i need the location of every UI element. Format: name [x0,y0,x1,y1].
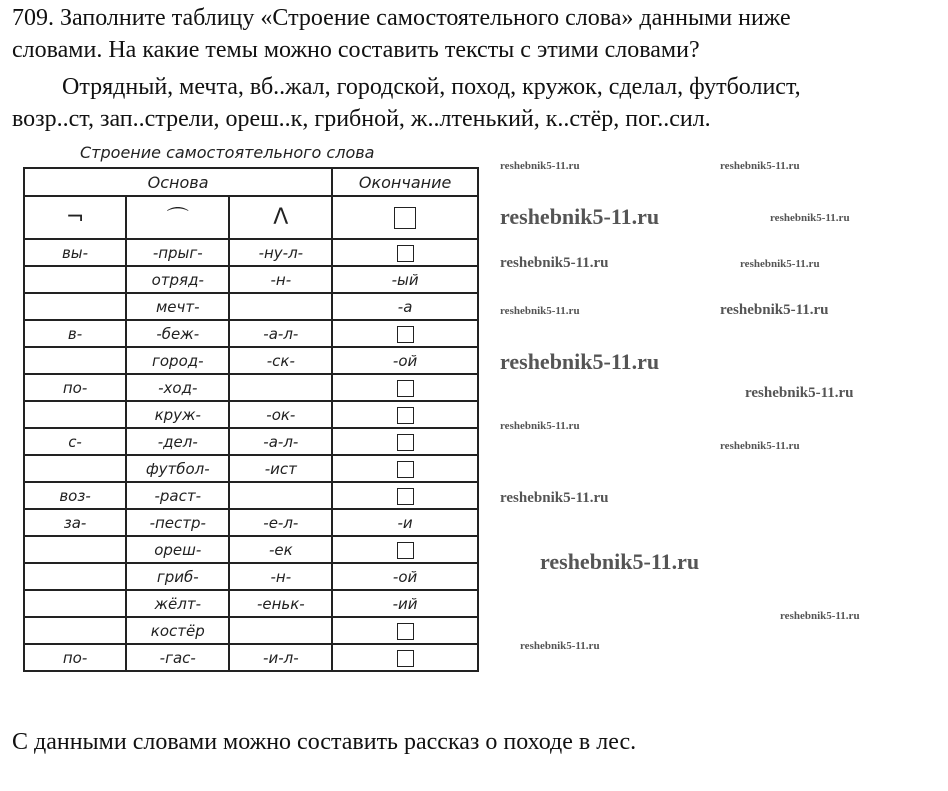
table-row [24,536,478,563]
cell-suffix: -н- [229,266,332,293]
empty-ending-icon [397,461,414,478]
task-line-3: Отрядный, мечта, вб..жал, городской, поход, кружок, сделал, футболист, [62,74,801,100]
cell-ending: -а [332,293,478,320]
empty-ending-icon [397,407,414,424]
table-row [24,320,478,347]
watermark: reshebnik5-11.ru [745,385,854,401]
cell-prefix [24,563,126,590]
cell-root: -гас- [126,644,229,671]
watermark: reshebnik5-11.ru [500,349,660,374]
cell-suffix: -ек [229,536,332,563]
watermark: reshebnik5-11.ru [500,490,609,506]
cell-ending: -ый [332,266,478,293]
table-row [24,617,478,644]
empty-ending-icon [397,380,414,397]
suffix-symbol-icon: Λ [229,196,332,239]
empty-ending-icon [397,623,414,640]
cell-root: -пестр- [126,509,229,536]
watermark: reshebnik5-11.ru [720,302,829,318]
cell-ending [332,401,478,428]
cell-root: костёр [126,617,229,644]
cell-root: мечт- [126,293,229,320]
watermark: reshebnik5-11.ru [500,204,660,229]
table-caption: Строение самостоятельного слова [80,143,375,162]
cell-suffix [229,482,332,509]
cell-prefix: по- [24,374,126,401]
table-row [24,401,478,428]
cell-prefix [24,590,126,617]
table-row [24,428,478,455]
cell-prefix: с- [24,428,126,455]
cell-suffix: -ок- [229,401,332,428]
cell-ending [332,455,478,482]
answer-text: С данными словами можно составить рассказ о походе в лес. [12,729,637,755]
cell-suffix [229,617,332,644]
cell-root: город- [126,347,229,374]
table-row [24,374,478,401]
root-symbol-icon: ⌒ [126,196,229,239]
watermark: reshebnik5-11.ru [500,305,580,317]
cell-prefix: по- [24,644,126,671]
table-row [24,644,478,671]
table-row [24,347,478,374]
cell-root: -беж- [126,320,229,347]
cell-prefix: в- [24,320,126,347]
empty-ending-icon [397,488,414,505]
cell-ending [332,320,478,347]
cell-suffix: -е-л- [229,509,332,536]
cell-ending [332,374,478,401]
cell-suffix: -ист [229,455,332,482]
empty-ending-icon [397,245,414,262]
watermark: reshebnik5-11.ru [720,440,800,452]
empty-ending-icon [397,542,414,559]
cell-root: отряд- [126,266,229,293]
cell-root: жёлт- [126,590,229,617]
cell-root: -дел- [126,428,229,455]
watermark: reshebnik5-11.ru [520,640,600,652]
cell-root: -ход- [126,374,229,401]
empty-ending-icon [397,326,414,343]
cell-suffix: -и-л- [229,644,332,671]
task-line-1: 709. Заполните таблицу «Строение самостоятельного слова» данными ниже [12,5,791,31]
table-row [24,563,478,590]
table-row [24,455,478,482]
cell-suffix: -еньк- [229,590,332,617]
table-row [24,266,478,293]
cell-prefix [24,347,126,374]
cell-root: гриб- [126,563,229,590]
cell-prefix: за- [24,509,126,536]
cell-ending [332,536,478,563]
task-line-2: словами. На какие темы можно составить тексты с этими словами? [12,37,700,63]
cell-root: -прыг- [126,239,229,266]
empty-ending-icon [397,650,414,667]
table-row [24,509,478,536]
ending-symbol-icon [332,196,478,239]
watermark: reshebnik5-11.ru [500,255,609,271]
cell-suffix: -н- [229,563,332,590]
watermark: reshebnik5-11.ru [500,160,580,172]
cell-ending [332,617,478,644]
cell-prefix [24,266,126,293]
watermark: reshebnik5-11.ru [540,549,700,574]
task-line-4: возр..ст, зап..стрели, ореш..к, грибной, ж..лтенький, к..стёр, пог..сил. [12,106,711,132]
header-ending: Окончание [332,168,478,196]
cell-prefix [24,293,126,320]
cell-ending [332,428,478,455]
cell-ending: -и [332,509,478,536]
cell-suffix: -ну-л- [229,239,332,266]
table-row [24,590,478,617]
cell-suffix [229,293,332,320]
cell-ending: -ой [332,563,478,590]
watermark: reshebnik5-11.ru [720,160,800,172]
cell-prefix [24,401,126,428]
cell-prefix [24,536,126,563]
cell-root: -раст- [126,482,229,509]
cell-ending [332,239,478,266]
cell-ending [332,644,478,671]
cell-suffix: -а-л- [229,320,332,347]
watermark: reshebnik5-11.ru [780,610,860,622]
watermark: reshebnik5-11.ru [500,420,580,432]
cell-root: футбол- [126,455,229,482]
word-structure-table [23,167,479,672]
header-stem: Основа [24,168,332,196]
cell-suffix [229,374,332,401]
cell-ending: -ий [332,590,478,617]
cell-prefix: вы- [24,239,126,266]
cell-ending [332,482,478,509]
prefix-symbol-icon: ¬ [24,196,126,239]
table-row [24,293,478,320]
table-row [24,239,478,266]
empty-ending-icon [397,434,414,451]
watermark: reshebnik5-11.ru [740,258,820,270]
cell-suffix: -а-л- [229,428,332,455]
cell-prefix: воз- [24,482,126,509]
table-row [24,482,478,509]
cell-prefix [24,617,126,644]
watermark: reshebnik5-11.ru [770,212,850,224]
cell-root: круж- [126,401,229,428]
cell-suffix: -ск- [229,347,332,374]
cell-ending: -ой [332,347,478,374]
cell-prefix [24,455,126,482]
cell-root: ореш- [126,536,229,563]
